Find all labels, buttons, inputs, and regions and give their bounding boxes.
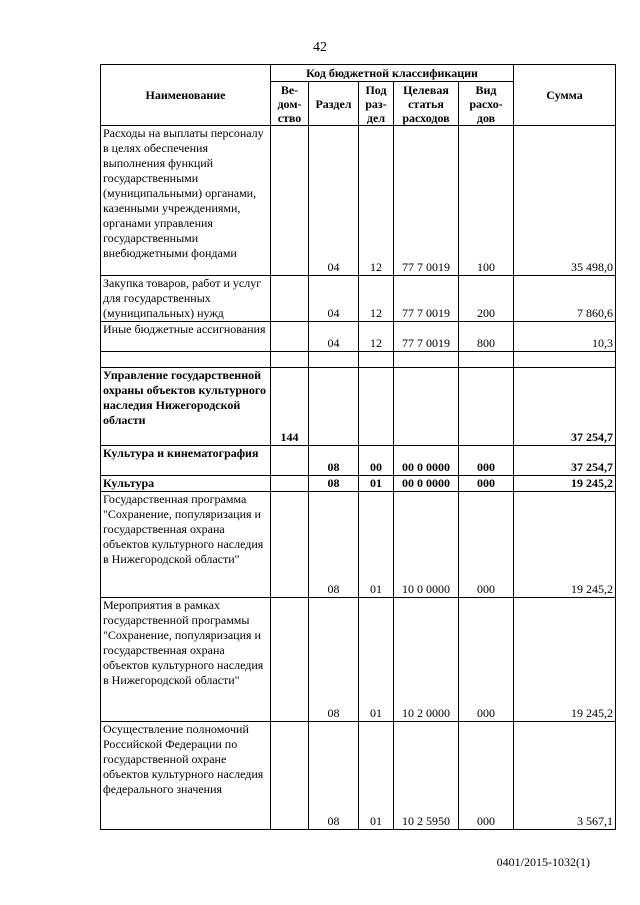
row-target xyxy=(394,368,459,446)
header-sum: Сумма xyxy=(514,65,616,126)
row-name: Осуществление полномочий Российской Федерации по государственной охране объектов культурного наследия федерального значения xyxy=(101,722,271,830)
row-vid xyxy=(459,368,514,446)
header-vid: Вид расхо- дов xyxy=(459,82,514,126)
row-razdel: 08 xyxy=(309,446,359,476)
row-vid: 100 xyxy=(459,126,514,276)
row-name xyxy=(101,352,271,368)
table-row xyxy=(101,598,616,722)
row-sum: 19 245,2 xyxy=(514,598,616,722)
table-row xyxy=(101,722,616,830)
row-vid: 800 xyxy=(459,322,514,352)
row-razdel: 04 xyxy=(309,322,359,352)
row-razdel: 04 xyxy=(309,126,359,276)
row-vedomstvo xyxy=(271,276,309,322)
row-sum: 37 254,7 xyxy=(514,446,616,476)
row-target: 77 7 0019 xyxy=(394,276,459,322)
table-row xyxy=(101,322,616,352)
row-vedomstvo xyxy=(271,126,309,276)
table-row xyxy=(101,492,616,598)
row-razdel xyxy=(309,368,359,446)
row-vedomstvo: 144 xyxy=(271,368,309,446)
page-number: 42 xyxy=(313,40,327,55)
row-name: Закупка товаров, работ и услуг для государственных (муниципальных) нужд xyxy=(101,276,271,322)
row-target: 77 7 0019 xyxy=(394,322,459,352)
row-podrazdel: 12 xyxy=(359,322,394,352)
row-target: 00 0 0000 xyxy=(394,476,459,492)
row-target: 00 0 0000 xyxy=(394,446,459,476)
header-podrazdel: Под раз- дел xyxy=(359,82,394,126)
table-row xyxy=(101,276,616,322)
row-target: 10 2 0000 xyxy=(394,598,459,722)
row-vid xyxy=(459,352,514,368)
row-razdel xyxy=(309,352,359,368)
row-sum: 10,3 xyxy=(514,322,616,352)
row-vedomstvo xyxy=(271,722,309,830)
row-vedomstvo xyxy=(271,352,309,368)
row-podrazdel: 00 xyxy=(359,446,394,476)
budget-table xyxy=(100,64,616,830)
table-row xyxy=(101,352,616,368)
row-vedomstvo xyxy=(271,598,309,722)
row-razdel: 08 xyxy=(309,492,359,598)
header-name: Наименование xyxy=(101,65,271,126)
row-podrazdel: 01 xyxy=(359,476,394,492)
header-razdel: Раздел xyxy=(309,82,359,126)
row-sum: 7 860,6 xyxy=(514,276,616,322)
row-podrazdel: 12 xyxy=(359,276,394,322)
row-sum: 19 245,2 xyxy=(514,492,616,598)
row-podrazdel: 01 xyxy=(359,598,394,722)
document-code: 0401/2015-1032(1) xyxy=(496,855,590,869)
row-razdel: 04 xyxy=(309,276,359,322)
row-name: Управление государственной охраны объектов культурного наследия Нижегородской области xyxy=(101,368,271,446)
header-target: Целевая статья расходов xyxy=(394,82,459,126)
row-razdel: 08 xyxy=(309,598,359,722)
row-name: Иные бюджетные ассигнования xyxy=(101,322,271,352)
row-target: 10 0 0000 xyxy=(394,492,459,598)
row-vedomstvo xyxy=(271,476,309,492)
row-podrazdel: 01 xyxy=(359,722,394,830)
table-body xyxy=(101,126,616,830)
row-name: Расходы на выплаты персоналу в целях обеспечения выполнения функций государственными (муниципальными) органами, казенными учреждениями, органами управления государственными внебюджетными фондами xyxy=(101,126,271,276)
row-name: Культура и кинематография xyxy=(101,446,271,476)
row-target: 77 7 0019 xyxy=(394,126,459,276)
header-code-group: Код бюджетной классификации xyxy=(271,65,514,82)
row-vid: 000 xyxy=(459,722,514,830)
row-razdel: 08 xyxy=(309,476,359,492)
row-sum: 19 245,2 xyxy=(514,476,616,492)
row-vedomstvo xyxy=(271,446,309,476)
row-name: Государственная программа "Сохранение, популяризация и государственная охрана объектов культурного наследия в Нижегородской области" xyxy=(101,492,271,598)
header-vedomstvo: Ве- дом- ство xyxy=(271,82,309,126)
row-vedomstvo xyxy=(271,492,309,598)
table-row xyxy=(101,126,616,276)
row-name: Мероприятия в рамках государственной программы "Сохранение, популяризация и государственная охрана объектов культурного наследия в Нижегородской области" xyxy=(101,598,271,722)
row-sum: 3 567,1 xyxy=(514,722,616,830)
row-vid: 000 xyxy=(459,492,514,598)
row-podrazdel xyxy=(359,352,394,368)
row-name: Культура xyxy=(101,476,271,492)
table-row xyxy=(101,476,616,492)
row-sum: 37 254,7 xyxy=(514,368,616,446)
row-vid: 000 xyxy=(459,476,514,492)
row-sum: 35 498,0 xyxy=(514,126,616,276)
table-row xyxy=(101,368,616,446)
table-row xyxy=(101,446,616,476)
row-razdel: 08 xyxy=(309,722,359,830)
row-podrazdel xyxy=(359,368,394,446)
row-target: 10 2 5950 xyxy=(394,722,459,830)
row-vid: 200 xyxy=(459,276,514,322)
row-vedomstvo xyxy=(271,322,309,352)
row-sum xyxy=(514,352,616,368)
row-target xyxy=(394,352,459,368)
row-vid: 000 xyxy=(459,598,514,722)
row-vid: 000 xyxy=(459,446,514,476)
row-podrazdel: 12 xyxy=(359,126,394,276)
row-podrazdel: 01 xyxy=(359,492,394,598)
